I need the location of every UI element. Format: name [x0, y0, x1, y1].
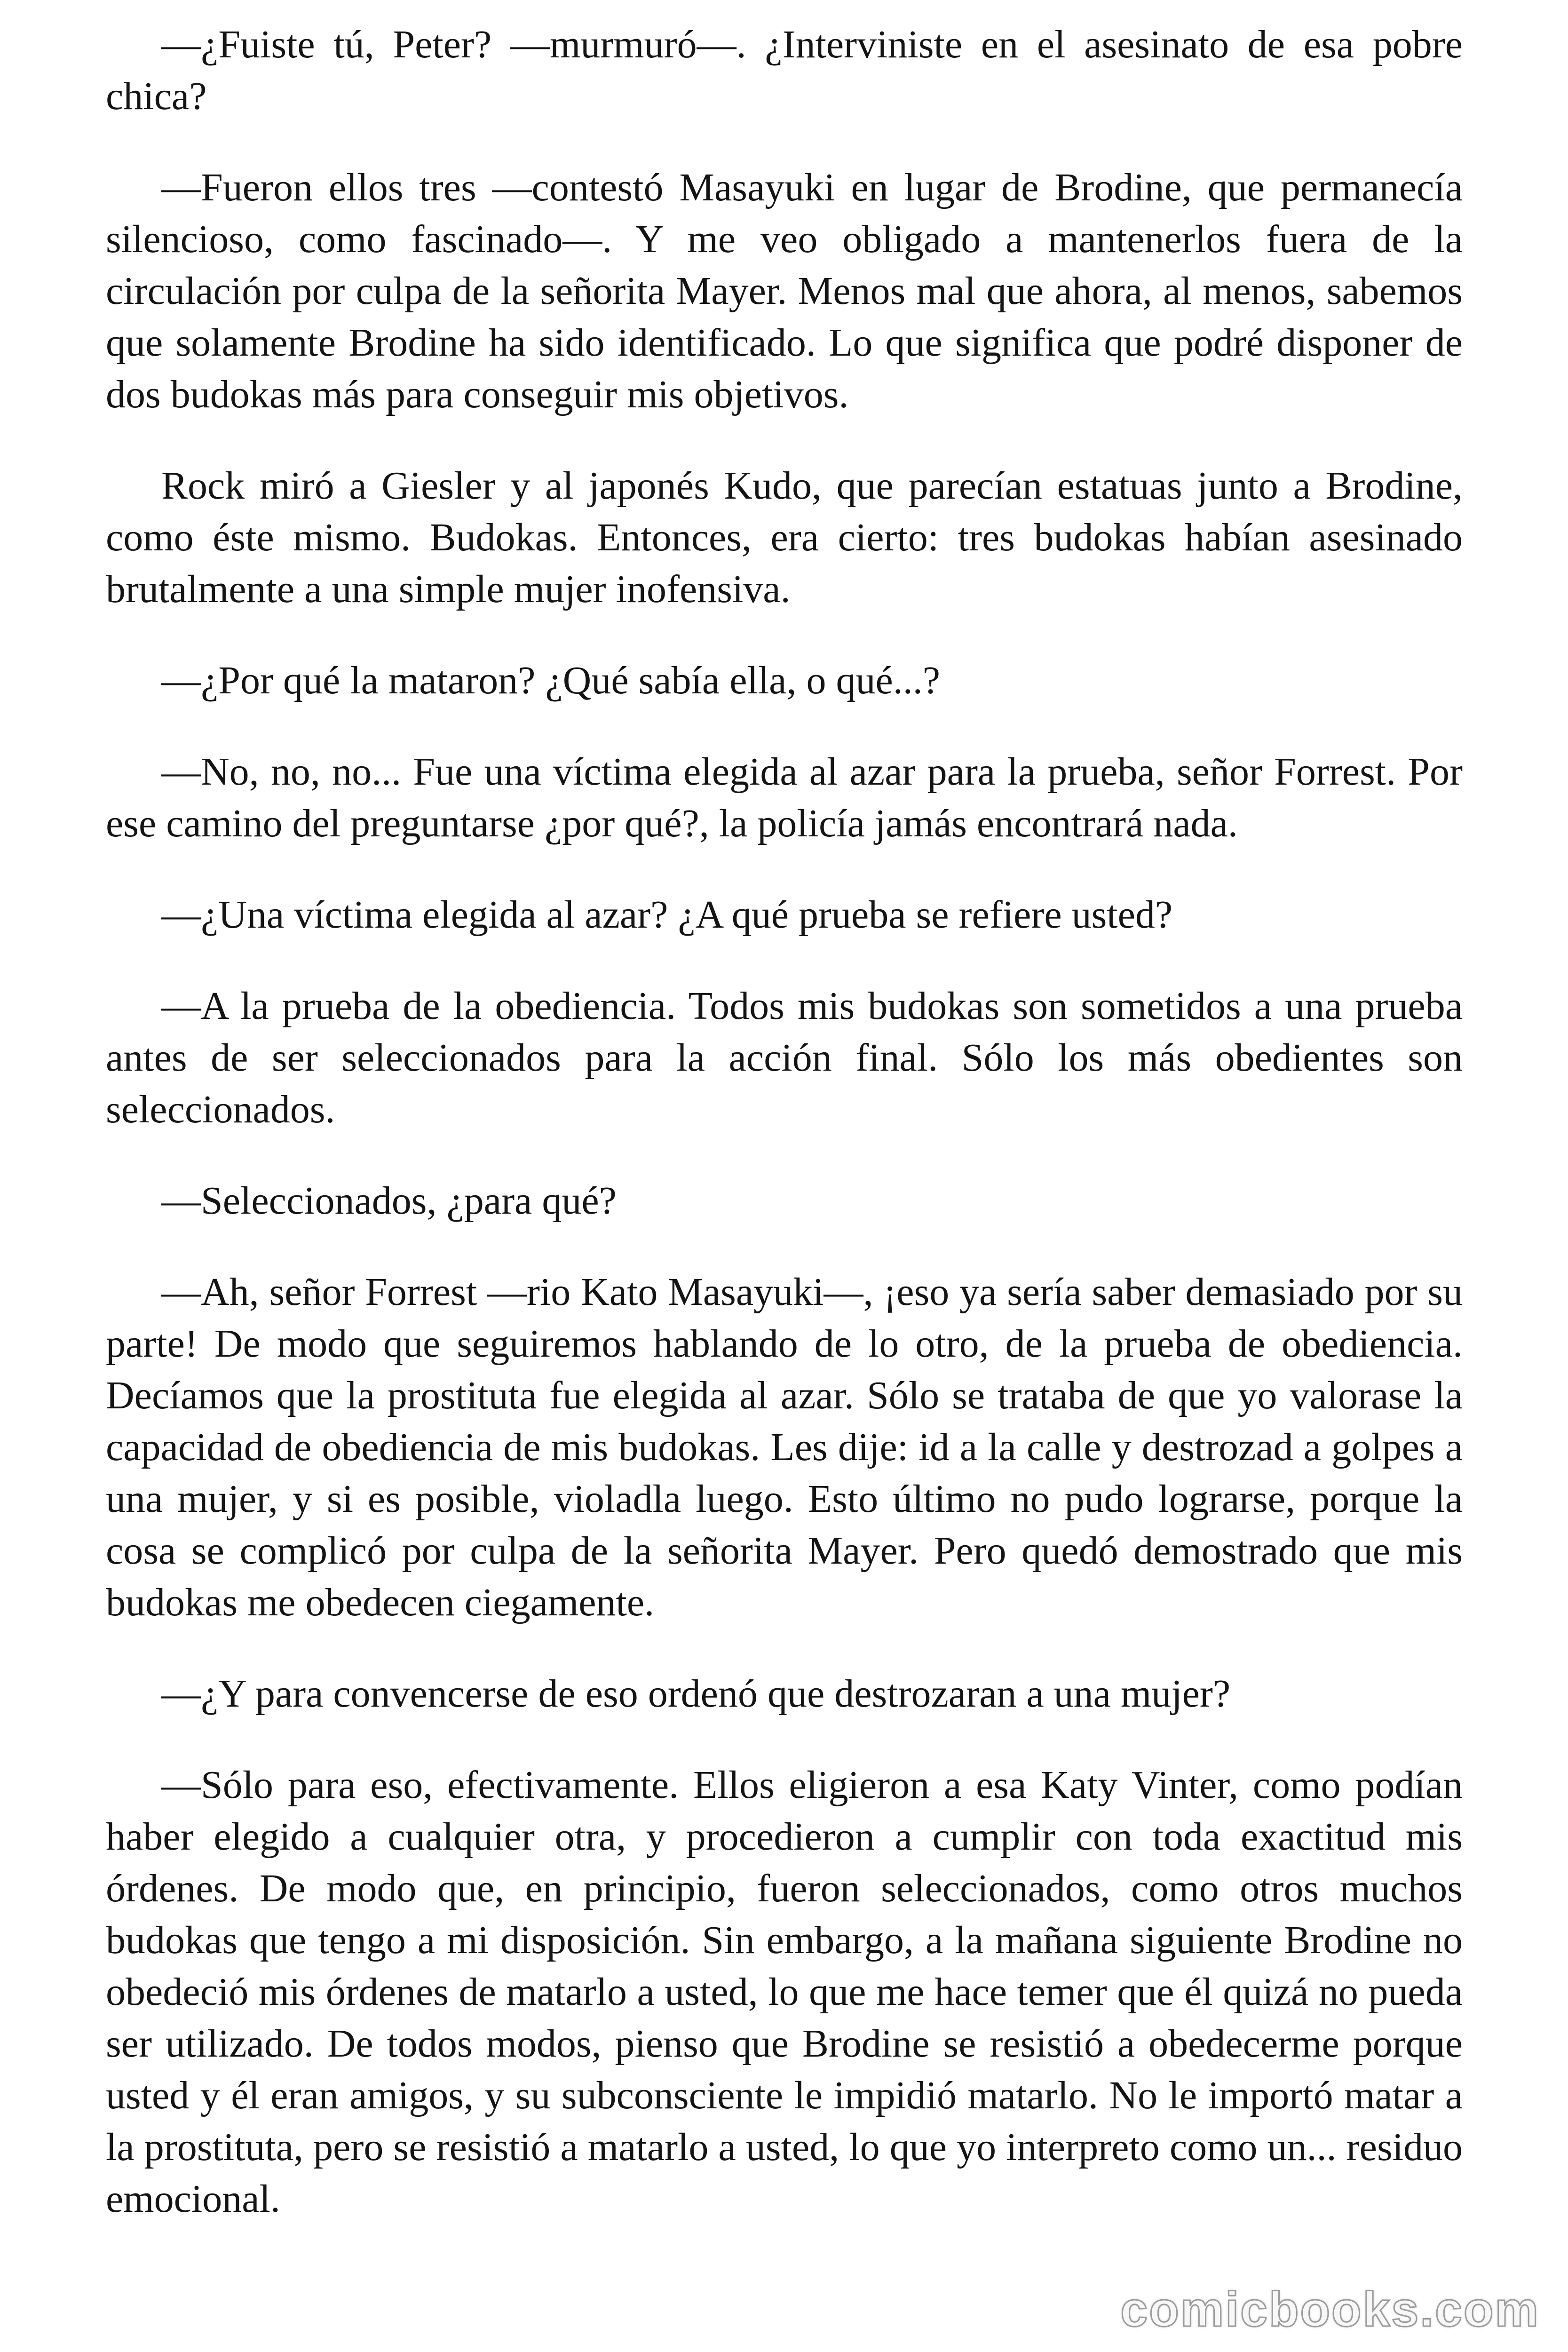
paragraph-5: —No, no, no... Fue una víctima elegida al azar para la prueba, señor Forrest. Por ese camino del preguntarse ¿por qué?, la policía jamás encontrará nada.	[106, 750, 1463, 845]
paragraph-7: —A la prueba de la obediencia. Todos mis budokas son sometidos a una prueba antes de ser seleccionados para la acción final. Sólo los más obedientes son seleccionados.	[106, 984, 1463, 1131]
paragraph-9: —Ah, señor Forrest —rio Kato Masayuki—, ¡eso ya sería saber demasiado por su parte! De modo que seguiremos hablando de lo otro, de la prueba de obediencia. Decíamos que la prostituta fue elegida al azar. Sólo se trataba de que yo valorase la capacidad de obediencia de mis budokas. Les dije: id a la calle y destrozad a golpes a una mujer, y si es posible, violadla luego. Esto último no pudo lograrse, porque la cosa se complicó por culpa de la señorita Mayer. Pero quedó demostrado que mis budokas me obedecen ciegamente.	[106, 1270, 1463, 1624]
watermark: comicbooks.com	[1120, 2282, 1540, 2337]
paragraph-6: —¿Una víctima elegida al azar? ¿A qué prueba se refiere usted?	[161, 893, 1173, 937]
paragraph-10: —¿Y para convencerse de eso ordenó que destrozaran a una mujer?	[161, 1672, 1231, 1716]
paragraph-8: —Seleccionados, ¿para qué?	[161, 1179, 617, 1223]
paragraph-3: Rock miró a Giesler y al japonés Kudo, que parecían estatuas junto a Brodine, como éste mismo. Budokas. Entonces, era cierto: tres budokas habían asesinado brutalmente a una simple mujer inofensiva.	[106, 464, 1463, 611]
paragraph-2: —Fueron ellos tres —contestó Masayuki en lugar de Brodine, que permanecía silencioso, como fascinado—. Y me veo obligado a mantenerlos fuera de la circulación por culpa de la señorita Mayer. Menos mal que ahora, al menos, sabemos que solamente Brodine ha sido identificado. Lo que significa que podré disponer de dos budokas más para conseguir mis objetivos.	[106, 166, 1463, 416]
paragraph-11: —Sólo para eso, efectivamente. Ellos eligieron a esa Katy Vinter, como podían haber elegido a cualquier otra, y procedieron a cumplir con toda exactitud mis órdenes. De modo que, en principio, fueron seleccionados, como otros muchos budokas que tengo a mi disposición. Sin embargo, a la mañana siguiente Brodine no obedeció mis órdenes de matarlo a usted, lo que me hace temer que él quizá no pueda ser utilizado. De todos modos, pienso que Brodine se resistió a obedecerme porque usted y él eran amigos, y su subconsciente le impidió matarlo. No le importó matar a la prostituta, pero se resistió a matarlo a usted, lo que yo interpreto como un... residuo emocional.	[106, 1763, 1463, 2221]
paragraph-4: —¿Por qué la mataron? ¿Qué sabía ella, o qué...?	[161, 659, 941, 702]
paragraph-1: —¿Fuiste tú, Peter? —murmuró—. ¿Interviniste en el asesinato de esa pobre chica?	[106, 23, 1463, 118]
page-text	[106, 19, 1463, 2265]
